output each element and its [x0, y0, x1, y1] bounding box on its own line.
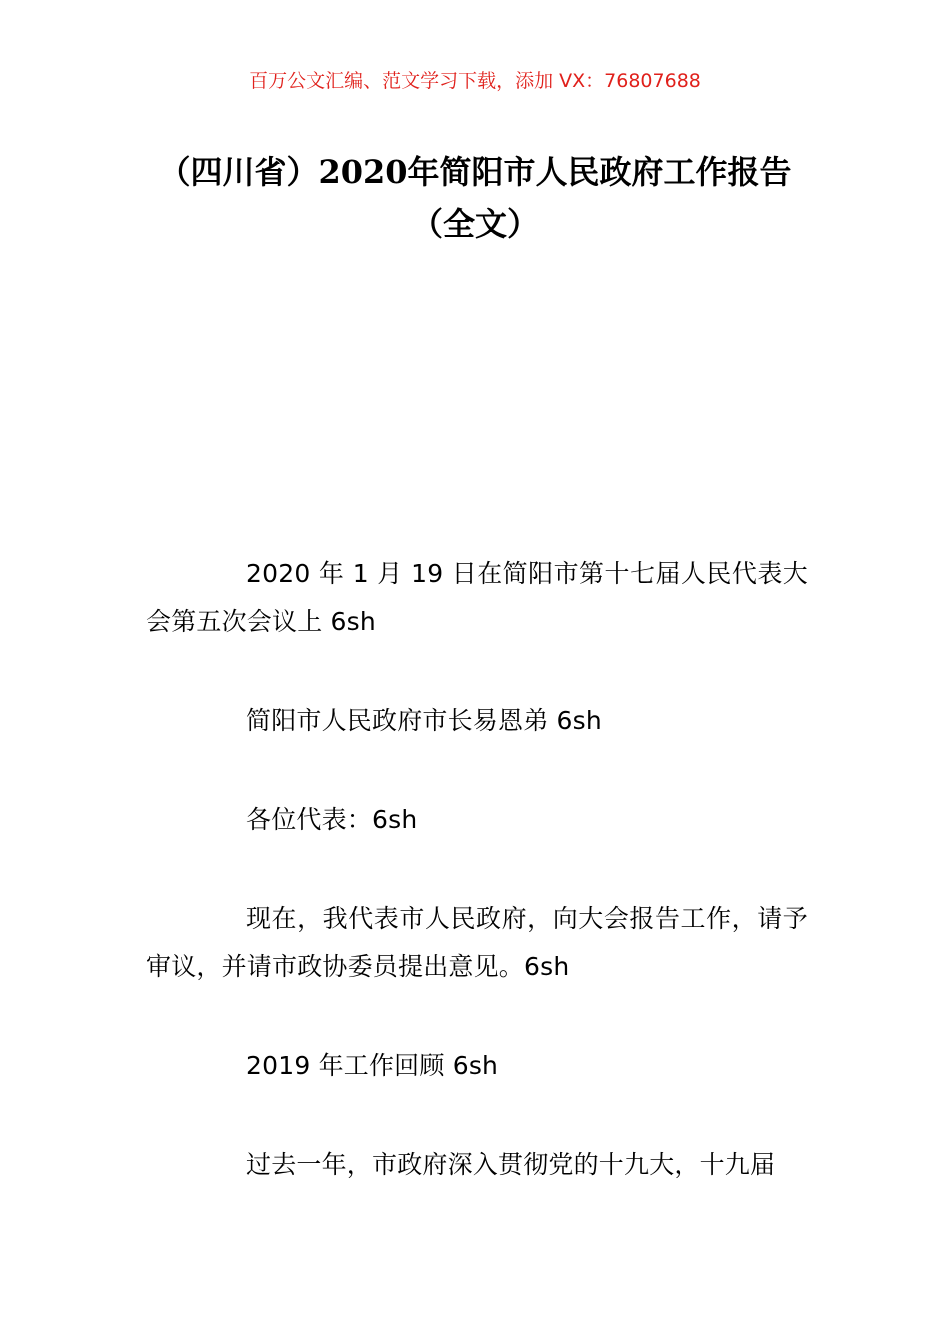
document-body — [146, 550, 808, 1240]
paragraph-review-start: 过去一年，市政府深入贯彻党的十九大，十九届 — [246, 1150, 776, 1179]
paragraph-meeting-date: 2020 年 1 月 19 日在简阳市第十七届人民代表大会第五次会议上 6sh — [146, 559, 808, 636]
header-watermark-note: 百万公文汇编、范文学习下载，添加 VX：76807688 — [249, 70, 701, 92]
paragraph-salutation: 各位代表：6sh — [246, 805, 418, 834]
paragraph-speaker: 简阳市人民政府市长易恩弟 6sh — [246, 706, 602, 735]
document-title: （四川省）2020年简阳市人民政府工作报告（全文） — [158, 153, 792, 243]
section-heading-2019-review: 2019 年工作回顾 6sh — [246, 1051, 499, 1080]
paragraph-intro: 现在，我代表市人民政府，向大会报告工作，请予审议，并请市政协委员提出意见。6sh — [146, 904, 808, 981]
